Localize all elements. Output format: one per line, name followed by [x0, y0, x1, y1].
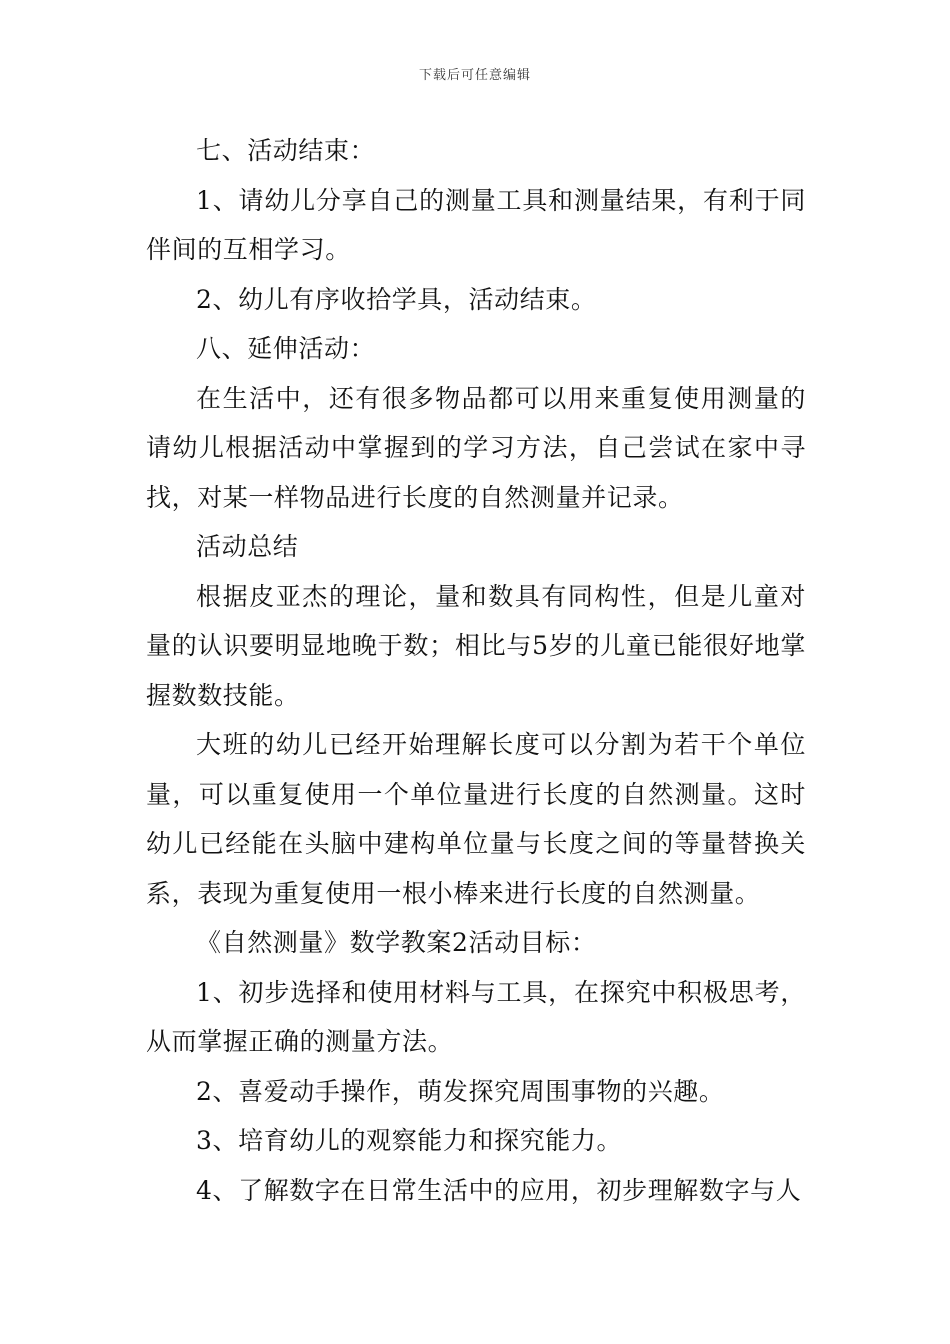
section-heading-activity-end: 七、活动结束： — [196, 136, 376, 165]
section-heading-extension: 八、延伸活动： — [196, 334, 376, 363]
goal-item-1: 1、初步选择和使用材料与工具，在探究中积极思考，从而掌握正确的测量方法。 — [146, 977, 806, 1056]
paragraph-extension-activity: 在生活中，还有很多物品都可以用来重复使用测量的请幼儿根据活动中掌握到的学习方法，自己尝试在家中寻找，对某一样物品进行长度的自然测量并记录。 — [146, 383, 806, 512]
page-header-note: 下载后可任意编辑 — [418, 68, 531, 83]
section-heading-lesson-2-goals: 《自然测量》数学教案2活动目标： — [196, 928, 597, 957]
goal-item-3: 3、培育幼儿的观察能力和探究能力。 — [196, 1126, 623, 1155]
paragraph-piaget-theory: 根据皮亚杰的理论，量和数具有同构性，但是儿童对量的认识要明显地晚于数；相比与5岁的儿童已能很好地掌握数数技能。 — [146, 581, 806, 710]
paragraph-unit-measure: 大班的幼儿已经开始理解长度可以分割为若干个单位量，可以重复使用一个单位量进行长度的自然测量。这时幼儿已经能在头脑中建构单位量与长度之间的等量替换关系，表现为重复使用一根小棒来进行长度的自然测量。 — [146, 730, 806, 908]
paragraph-share-results: 1、请幼儿分享自己的测量工具和测量结果，有利于同伴间的互相学习。 — [146, 185, 806, 264]
goal-item-4: 4、了解数字在日常生活中的应用，初步理解数字与人 — [196, 1175, 802, 1205]
document-body — [146, 126, 806, 1215]
paragraph-tidy-up: 2、幼儿有序收拾学具，活动结束。 — [196, 284, 597, 314]
goal-item-2: 2、喜爱动手操作，萌发探究周围事物的兴趣。 — [196, 1076, 725, 1106]
section-heading-summary: 活动总结 — [196, 532, 299, 561]
